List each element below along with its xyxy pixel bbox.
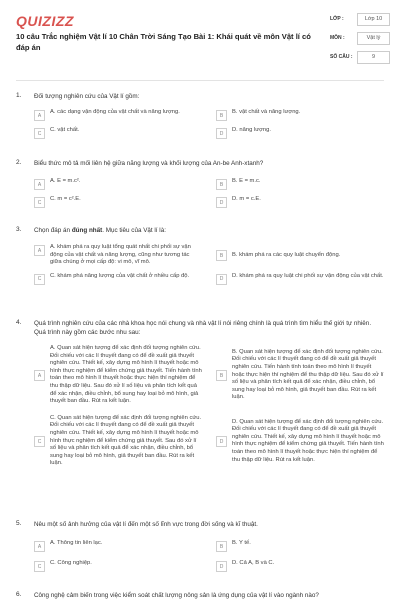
option-letter: C	[34, 128, 45, 139]
option-list	[34, 109, 384, 139]
option-c[interactable]	[34, 415, 202, 468]
option-letter: D	[216, 197, 227, 208]
option-c[interactable]	[34, 127, 202, 139]
worksheet-header	[0, 0, 400, 78]
option-d[interactable]	[216, 127, 384, 139]
option-text: C. vật chất.	[50, 127, 80, 133]
option-list	[34, 345, 384, 468]
option-text: C. khám phá năng lượng của vật chất ở nhiều cấp độ.	[50, 272, 190, 279]
option-letter: A	[34, 179, 45, 190]
option-text: B. Y tế.	[232, 540, 251, 546]
option-a[interactable]	[34, 540, 202, 552]
question-number: 4.	[16, 319, 22, 326]
option-letter: B	[216, 370, 227, 381]
question-text: Nêu một số ảnh hưởng của vật lí đến một số lĩnh vực trong đời sống và kĩ thuật.	[34, 521, 258, 528]
option-b[interactable]	[216, 109, 384, 121]
option-d[interactable]	[216, 273, 384, 285]
option-text: D. Cả A, B và C.	[232, 560, 275, 566]
option-list	[34, 178, 384, 208]
option-text: B. khám phá ra các quy luật chuyển động.	[232, 251, 341, 258]
question-number: 6.	[16, 591, 22, 598]
option-text: B. E = m.c.	[232, 178, 261, 184]
question-text: Đối tượng nghiên cứu của Vật lí gồm:	[34, 93, 140, 100]
option-text: D. khám phá ra quy luật chi phối sự vận động của vật chất.	[232, 272, 384, 279]
option-text: A. Quan sát hiện tượng để xác định đối tượng nghiên cứu. Đối chiếu với các lí thuyết đang có để đề xuất giả thuyết nghiên cứu. Thiết kế, xây dựng mô hình lí thuyết hoặc mô hình thực nghiệm để kiểm chứng giả thuyết. Tiến hành tính toán theo mô hình lí thuyết hoặc thực hiện thí nghiệm để thu thập dữ liệu. Sau đó xử lí số liệu và phân tích kết quả để xác nhận, điều chỉnh, bổ sung hay loại bỏ mô hình, giả thuyết ban đầu. Rút ra kết luận.	[50, 345, 202, 405]
option-letter: B	[216, 541, 227, 552]
option-c[interactable]	[34, 560, 202, 572]
option-letter: C	[34, 436, 45, 447]
worksheet-title: 10 câu Trắc nghiệm Vật lí 10 Chân Trời Sáng Tạo Bài 1: Khái quát về môn Vật lí có đáp án	[16, 32, 311, 52]
option-text: A. khám phá ra quy luật tổng quát nhất chi phối sự vận động của vật chất và năng lượng, cũng như tương tác giữa chúng ở mọi cấp độ: vi mô, vĩ mô.	[50, 244, 191, 266]
option-letter: D	[216, 561, 227, 572]
count-label: SỐ CÂU :	[330, 54, 353, 60]
option-c[interactable]	[34, 196, 202, 208]
class-label: LỚP :	[330, 16, 344, 22]
option-b[interactable]	[216, 244, 384, 267]
option-a[interactable]	[34, 244, 202, 267]
option-a[interactable]	[34, 178, 202, 190]
option-d[interactable]	[216, 560, 384, 572]
option-text: D. m = c.E.	[232, 196, 261, 202]
header-divider	[16, 80, 384, 81]
option-text: C. m = c².E.	[50, 196, 81, 202]
question-text: Chọn đáp án đúng nhất. Mục tiêu của Vật lí là:	[34, 227, 166, 234]
question-number: 3.	[16, 226, 22, 233]
option-text: B. Quan sát hiện tượng để xác định đối tượng nghiên cứu. Đối chiếu với các lí thuyết đang có để đề xuất giả thuyết nghiên cứu. Tiến hành tính toán theo mô hình lí thuyết hoặc thực hiện thí nghiệm để thu thập dữ liệu. Sau đó xử lí số liệu và phân tích kết quả để xác nhận, điều chỉnh, bổ sung hay loại bỏ mô hình, giả thuyết ban đầu. Rút ra kết luận.	[232, 348, 384, 401]
option-letter: A	[34, 110, 45, 121]
option-b[interactable]	[216, 345, 384, 406]
option-text: D. Quan sát hiện tượng để xác định đối tượng nghiên cứu. Đối chiếu với các lí thuyết đang có để đề xuất giả thuyết nghiên cứu. Thiết kế, xây dựng mô hình lí thuyết hoặc mô hình thực nghiệm để kiểm chứng giả thuyết. Tiến hành tính toán theo mô hình lí thuyết hoặc thực hiện thí nghiệm để thu thập dữ liệu. Rút ra kết luận.	[232, 418, 384, 463]
option-letter: C	[34, 274, 45, 285]
option-text: A. Thông tin liên lạc.	[50, 540, 103, 546]
class-value: Lớp 10	[357, 13, 390, 26]
subject-label: MÔN :	[330, 35, 345, 41]
option-text: C. Công nghiệp.	[50, 560, 92, 566]
option-letter: B	[216, 179, 227, 190]
option-text: A. E = m.c².	[50, 178, 81, 184]
option-letter: A	[34, 370, 45, 381]
option-d[interactable]	[216, 415, 384, 468]
option-letter: C	[34, 197, 45, 208]
option-letter: C	[34, 561, 45, 572]
option-text: A. các dạng vận động của vật chất và năng lượng.	[50, 109, 180, 115]
option-b[interactable]	[216, 178, 384, 190]
option-d[interactable]	[216, 196, 384, 208]
question-text: Quá trình nghiên cứu của các nhà khoa học nói chung và nhà vật lí nói riêng chính là quá trình tìm hiểu thế giới tự nhiên. Quá trình này gồm các bước nhu sau:	[34, 320, 372, 336]
option-letter: B	[216, 250, 227, 261]
question-text: Biểu thức mô tả mối liên hệ giữa năng lượng và khối lượng của An-be Anh-xtanh?	[34, 160, 264, 167]
worksheet-meta	[330, 13, 390, 70]
option-a[interactable]	[34, 109, 202, 121]
option-a[interactable]	[34, 345, 202, 406]
quizizz-logo: QUIZIZZ	[16, 13, 74, 29]
option-list	[34, 540, 384, 572]
count-value: 9	[357, 51, 390, 64]
option-letter: D	[216, 274, 227, 285]
emphasis-text: đúng nhất	[71, 227, 103, 234]
option-letter: B	[216, 110, 227, 121]
option-text: C. Quan sát hiện tượng để xác định đối tượng nghiên cứu. Đối chiếu với các lí thuyết đang có để đề xuất giả thuyết nghiên cứu. Thiết kế, xây dựng mô hình lí thuyết hoặc mô hình thực nghiệm để kiểm chứng giả thuyết. Sau đó xử lí số liệu và phân tích kết quả để xác nhận, điều chỉnh, bổ sung hay loại bỏ mô hình, giả thuyết ban đầu. Rút ra kết luận.	[50, 414, 202, 467]
option-letter: A	[34, 541, 45, 552]
option-letter: D	[216, 436, 227, 447]
subject-value: Vật lý	[357, 32, 390, 45]
question-number: 2.	[16, 159, 22, 166]
option-text: D. năng lượng.	[232, 127, 271, 133]
option-list	[34, 244, 384, 285]
question-number: 1.	[16, 92, 22, 99]
option-b[interactable]	[216, 540, 384, 552]
option-c[interactable]	[34, 273, 202, 285]
option-letter: A	[34, 245, 45, 256]
option-letter: D	[216, 128, 227, 139]
option-text: B. vật chất và năng lượng.	[232, 109, 301, 115]
question-number: 5.	[16, 520, 22, 527]
question-text: Công nghệ cảm biến trong việc kiểm soát chất lượng nông sản là ứng dụng của vật lí vào ngành nào?	[34, 592, 319, 599]
